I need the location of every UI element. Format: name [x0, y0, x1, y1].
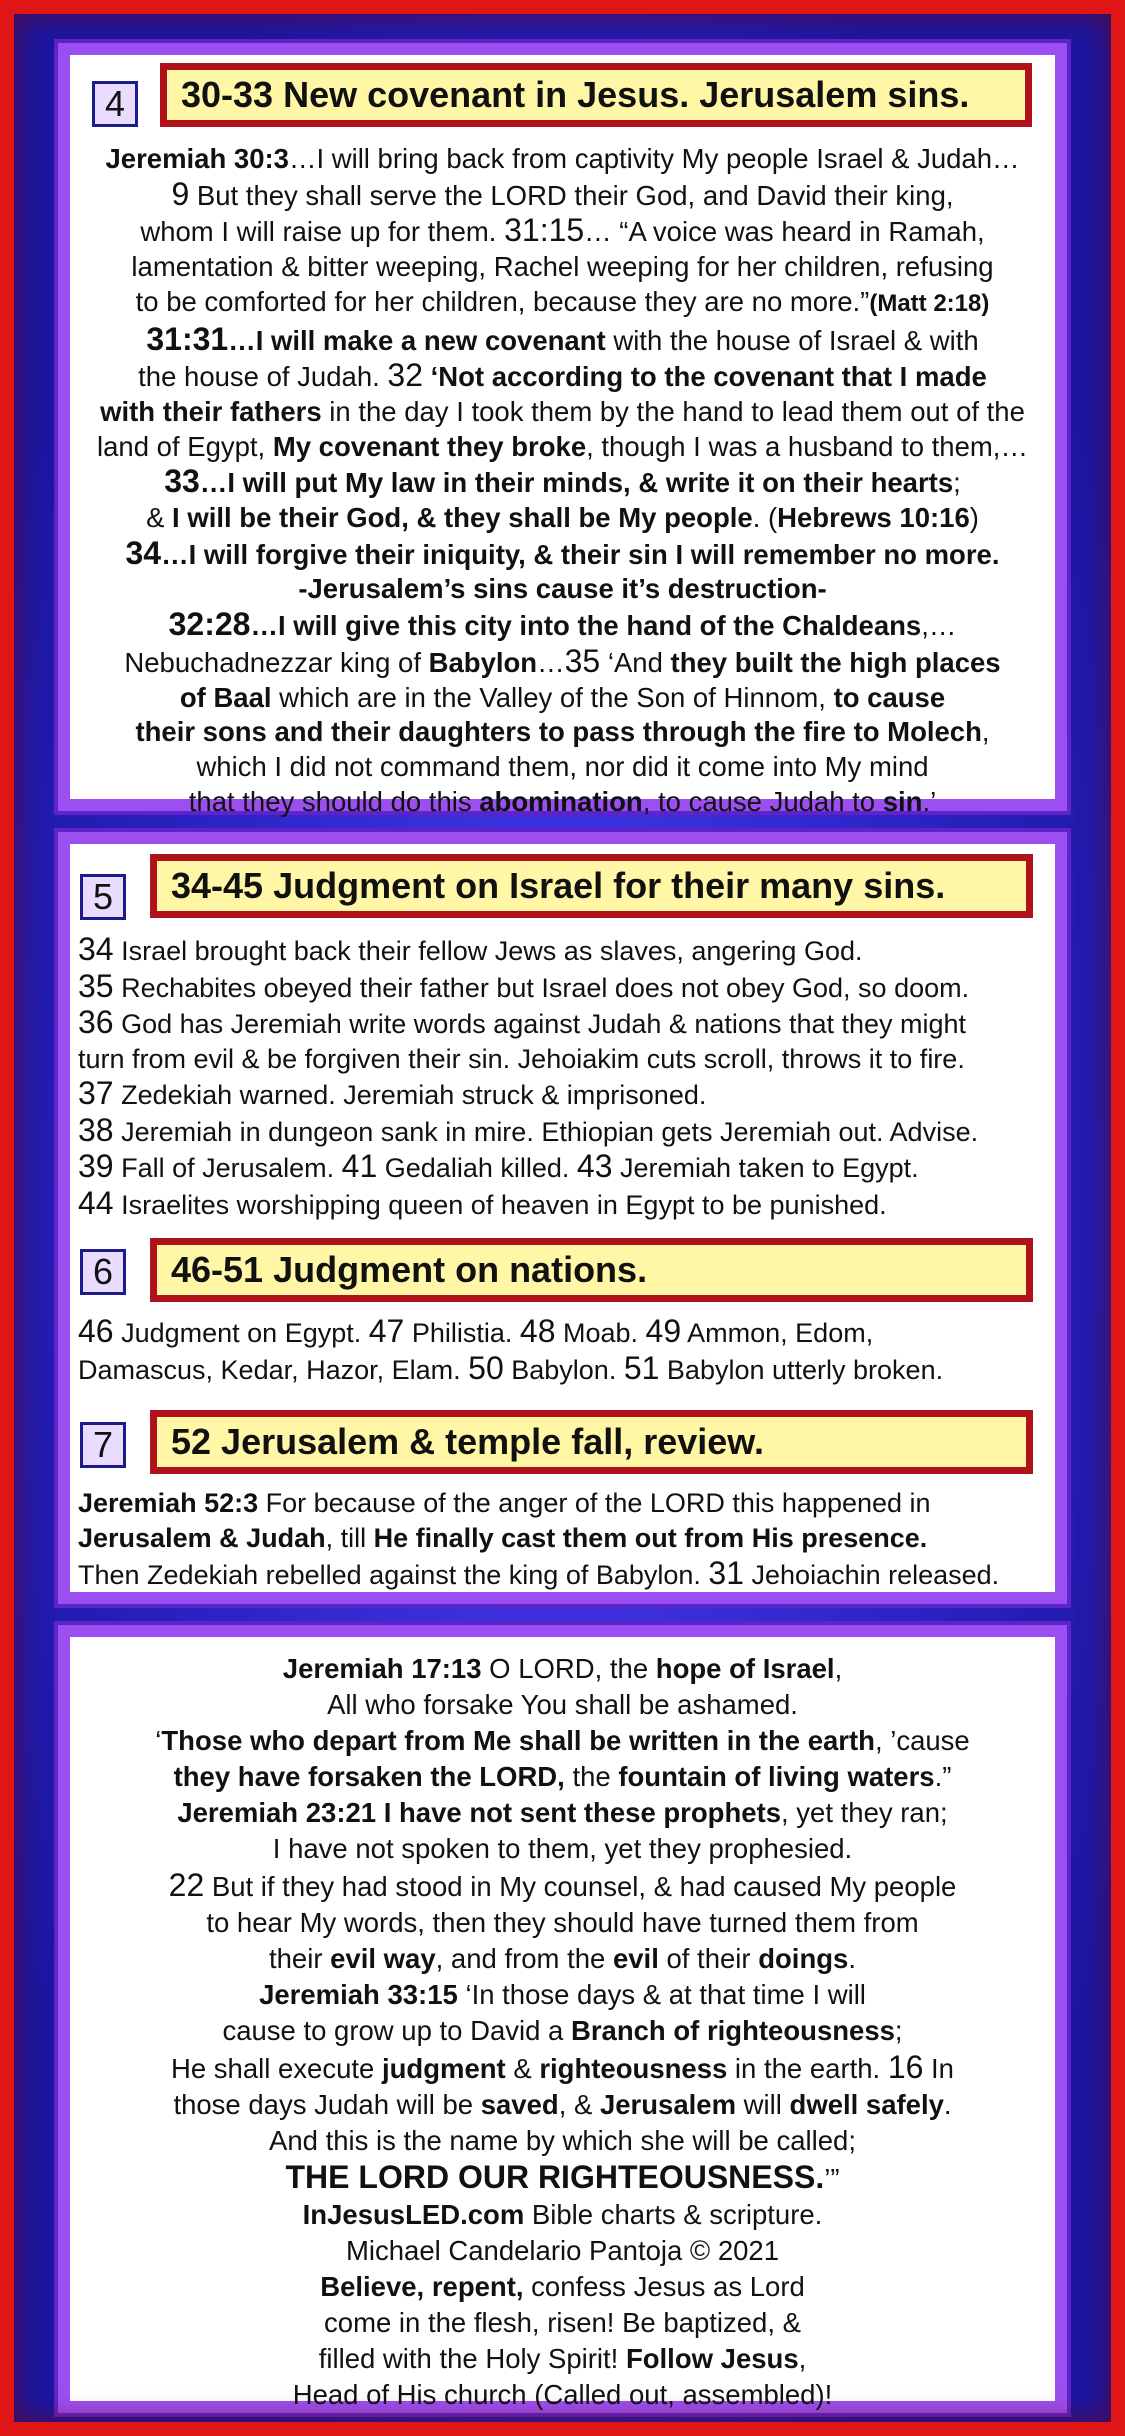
section-title-banner: 52 Jerusalem & temple fall, review.: [150, 1410, 1033, 1474]
scripture-summary-panel: [58, 1625, 1067, 2413]
section-title-banner: 46-51 Judgment on nations.: [150, 1238, 1033, 1302]
section-title-banner: 34-45 Judgment on Israel for their many sins.: [150, 854, 1033, 918]
sections-5-7-panel: [58, 832, 1067, 1604]
section-number-box: 7: [80, 1422, 126, 1468]
website-link[interactable]: InJesusLED.com: [302, 2199, 525, 2230]
section-4-text: Jeremiah 30:3…I will bring back from captivity My people Israel & Judah… 9 But they shall serve the LORD their God, and David their king, whom I will raise up for them. 31:15… “A voice was heard in Ramah, lamentation & bitter weeping, Rachel weeping for her children, refusing to be comforted for her children, because they are no more.”(Matt 2:18) 31:31…I will make a new covenant with the house of Israel & with the house of Judah. 32 ‘Not according to the covenant that I made with their fathers in the day I took them by the hand to lead them out of the land of Egypt, My covenant they broke, though I was a husband to them,… 33…I will put My law in their minds, & write it on their hearts; & I will be their God, & they shall be My people. (Hebrews 10:16) 34…I will forgive their iniquity, & their sin I will remember no more. -Jerusalem’s sins cause it’s destruction- 32:28…I will give this city into the hand of the Chaldeans,… Nebuchadnezzar king of Babylon…35 ‘And they built the high places of Baal which are in the Valley of the Son of Hinnom, to cause their sons and their daughters to pass through the fire to Molech, which I did not command them, nor did it come into My mind that they should do this abomination, to cause Judah to sin.’: [97, 143, 1028, 817]
section-6-text: 46 Judgment on Egypt. 47 Philistia. 48 Moab. 49 Ammon, Edom, Damascus, Kedar, Hazor, Elam. 50 Babylon. 51 Babylon utterly broken.: [78, 1313, 944, 1386]
section-5-text: 34 Israel brought back their fellow Jews as slaves, angering God. 35 Rechabites obeyed their father but Israel does not obey God, so doom. 36 God has Jeremiah write words against Judah & nations that they might turn from evil & be forgiven their sin. Jehoiakim cuts scroll, throws it to fire. 37 Zedekiah warned. Jeremiah struck & imprisoned. 38 Jeremiah in dungeon sank in mire. Ethiopian gets Jeremiah out. Advise. 39 Fall of Jerusalem. 41 Gedaliah killed. 43 Jeremiah taken to Egypt. 44 Israelites worshipping queen of heaven in Egypt to be punished.: [78, 931, 979, 1221]
section-number-box: 6: [80, 1249, 126, 1295]
section-4-panel: [58, 43, 1067, 817]
section-7-text: Jeremiah 52:3 For because of the anger of the LORD this happened in Jerusalem & Judah, till He finally cast them out from His presence. Then Zedekiah rebelled against the king of Babylon. 31 Jehoiachin released.: [78, 1488, 1000, 1591]
section-number-box: 4: [92, 81, 138, 127]
section-number-box: 5: [80, 874, 126, 920]
section-title-banner: 30-33 New covenant in Jesus. Jerusalem sins.: [160, 63, 1032, 127]
summary-text: Jeremiah 17:13 O LORD, the hope of Israel, All who forsake You shall be ashamed. ‘Those who depart from Me shall be written in the earth, ’cause they have forsaken the LORD, the fountain of living waters.” Jeremiah 23:21 I have not sent these prophets, yet they ran; I have not spoken to them, yet they prophesied. 22 But if they had stood in My counsel, & had caused My people to hear My words, then they should have turned them from their evil way, and from the evil of their doings. Jeremiah 33:15 ‘In those days & at that time I will cause to grow up to David a Branch of righteousness; He shall execute judgment & righteousness in the earth. 16 In those days Judah will be saved, & Jerusalem will dwell safely. And this is the name by which she will be called; THE LORD OUR RIGHTEOUSNESS.’” InJesusLED.com Bible charts & scripture. Michael Candelario Pantoja © 2021 Believe, repent, confess Jesus as Lord come in the flesh, risen! Be baptized, & filled with the Holy Spirit! Follow Jesus, Head of His church (Called out, assembled)!: [155, 1653, 970, 2410]
